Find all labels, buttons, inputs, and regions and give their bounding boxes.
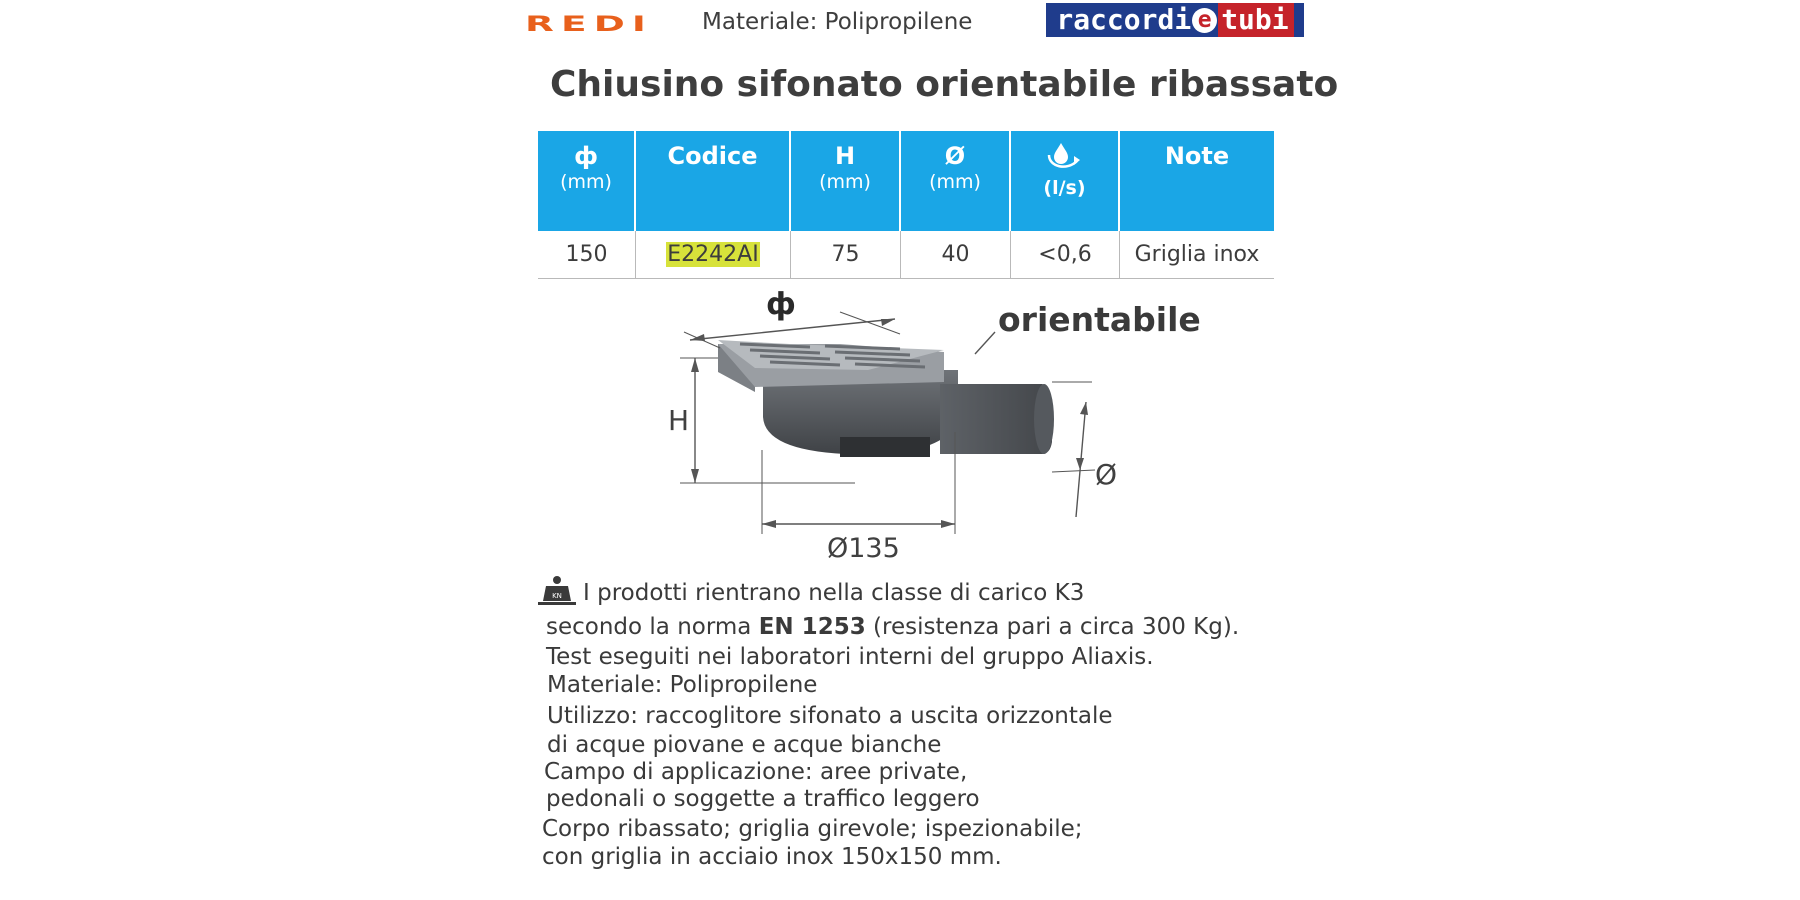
desc-line-5: Utilizzo: raccoglitore sifonato a uscita orizzontale (547, 703, 1113, 729)
water-flow-icon (1045, 141, 1085, 171)
cell-size: 150 (538, 231, 636, 279)
table-row (538, 231, 1274, 279)
desc-line-7: Campo di applicazione: aree private, (544, 759, 968, 785)
desc-line-4: Materiale: Polipropilene (547, 672, 818, 698)
orientabile-label: orientabile (998, 300, 1201, 339)
header-size-symbol: ф (574, 142, 598, 170)
desc-line-8: pedonali o soggette a traffico leggero (546, 786, 980, 812)
header-size-unit: (mm) (560, 171, 612, 193)
logo-part-raccordi: raccordi (1056, 3, 1192, 36)
diam-ext-bottom (1052, 470, 1095, 472)
raccordietubi-logo (1046, 3, 1304, 37)
base-label: Ø135 (827, 533, 900, 564)
product-diagram (640, 282, 1220, 567)
desc-line-2 (546, 613, 1239, 641)
phi-label: ф (766, 287, 796, 322)
redi-logo (523, 14, 655, 34)
phi-dimension-line (690, 319, 895, 340)
desc-line-3: Test eseguiti nei laboratori interni del gruppo Aliaxis. (546, 644, 1154, 670)
header-h-unit: (mm) (819, 171, 871, 193)
page-title: Chiusino sifonato orientabile ribassato (550, 64, 1339, 105)
desc-line-2-norm: EN 1253 (758, 614, 866, 640)
header-size (538, 131, 636, 231)
phi-arrow-right (881, 319, 895, 326)
header-h-symbol: H (834, 142, 856, 170)
header-h (791, 131, 901, 231)
load-weight-icon (538, 575, 576, 607)
header-note (1120, 131, 1274, 231)
header-diam-symbol: Ø (944, 142, 966, 170)
diam-arrow-mid (1076, 458, 1084, 470)
h-arrow-top (691, 358, 699, 372)
base-arrow-right (941, 520, 955, 528)
outlet-pipe-end (1034, 384, 1054, 454)
logo-part-tubi: tubi (1218, 3, 1293, 37)
header-note-label: Note (1164, 142, 1230, 170)
desc-line-2-post: (resistenza pari a circa 300 Kg). (865, 614, 1240, 640)
header-flow (1011, 131, 1120, 231)
spec-table (538, 131, 1274, 279)
h-label: H (668, 404, 690, 437)
cell-flow: <0,6 (1011, 231, 1120, 279)
header-flow-unit: (l/s) (1043, 177, 1086, 199)
header-codice-label: Codice (667, 142, 758, 170)
cell-diam: 40 (901, 231, 1011, 279)
logo-part-e: e (1192, 8, 1217, 33)
cell-codice (636, 231, 791, 279)
diam-arrow-top (1080, 402, 1088, 415)
phi-ext-left (684, 332, 720, 348)
cell-note: Griglia inox (1120, 231, 1274, 279)
header-codice (636, 131, 791, 231)
redi-logo-text: REDI (525, 14, 653, 34)
phi-ext-right (840, 312, 900, 334)
header-diam (901, 131, 1011, 231)
desc-line-1: I prodotti rientrano nella classe di carico K3 (583, 580, 1085, 606)
desc-line-9: Corpo ribassato; griglia girevole; ispezionabile; (542, 816, 1083, 842)
load-icon-text: KN (552, 592, 562, 600)
header-diam-unit: (mm) (929, 171, 981, 193)
codice-highlight: E2242AI (667, 242, 759, 267)
table-header-row (538, 131, 1274, 231)
desc-line-6: di acque piovane e acque bianche (547, 732, 942, 758)
header-materiale: Materiale: Polipropilene (702, 9, 973, 35)
orientabile-leader (975, 332, 995, 354)
base-arrow-left (762, 520, 776, 528)
cell-h: 75 (791, 231, 901, 279)
diam-label: Ø (1095, 458, 1118, 491)
desc-line-10: con griglia in acciaio inox 150x150 mm. (542, 844, 1002, 870)
drain-bottom (840, 437, 930, 457)
desc-line-2-pre: secondo la norma (546, 614, 759, 640)
h-arrow-bottom (691, 469, 699, 483)
